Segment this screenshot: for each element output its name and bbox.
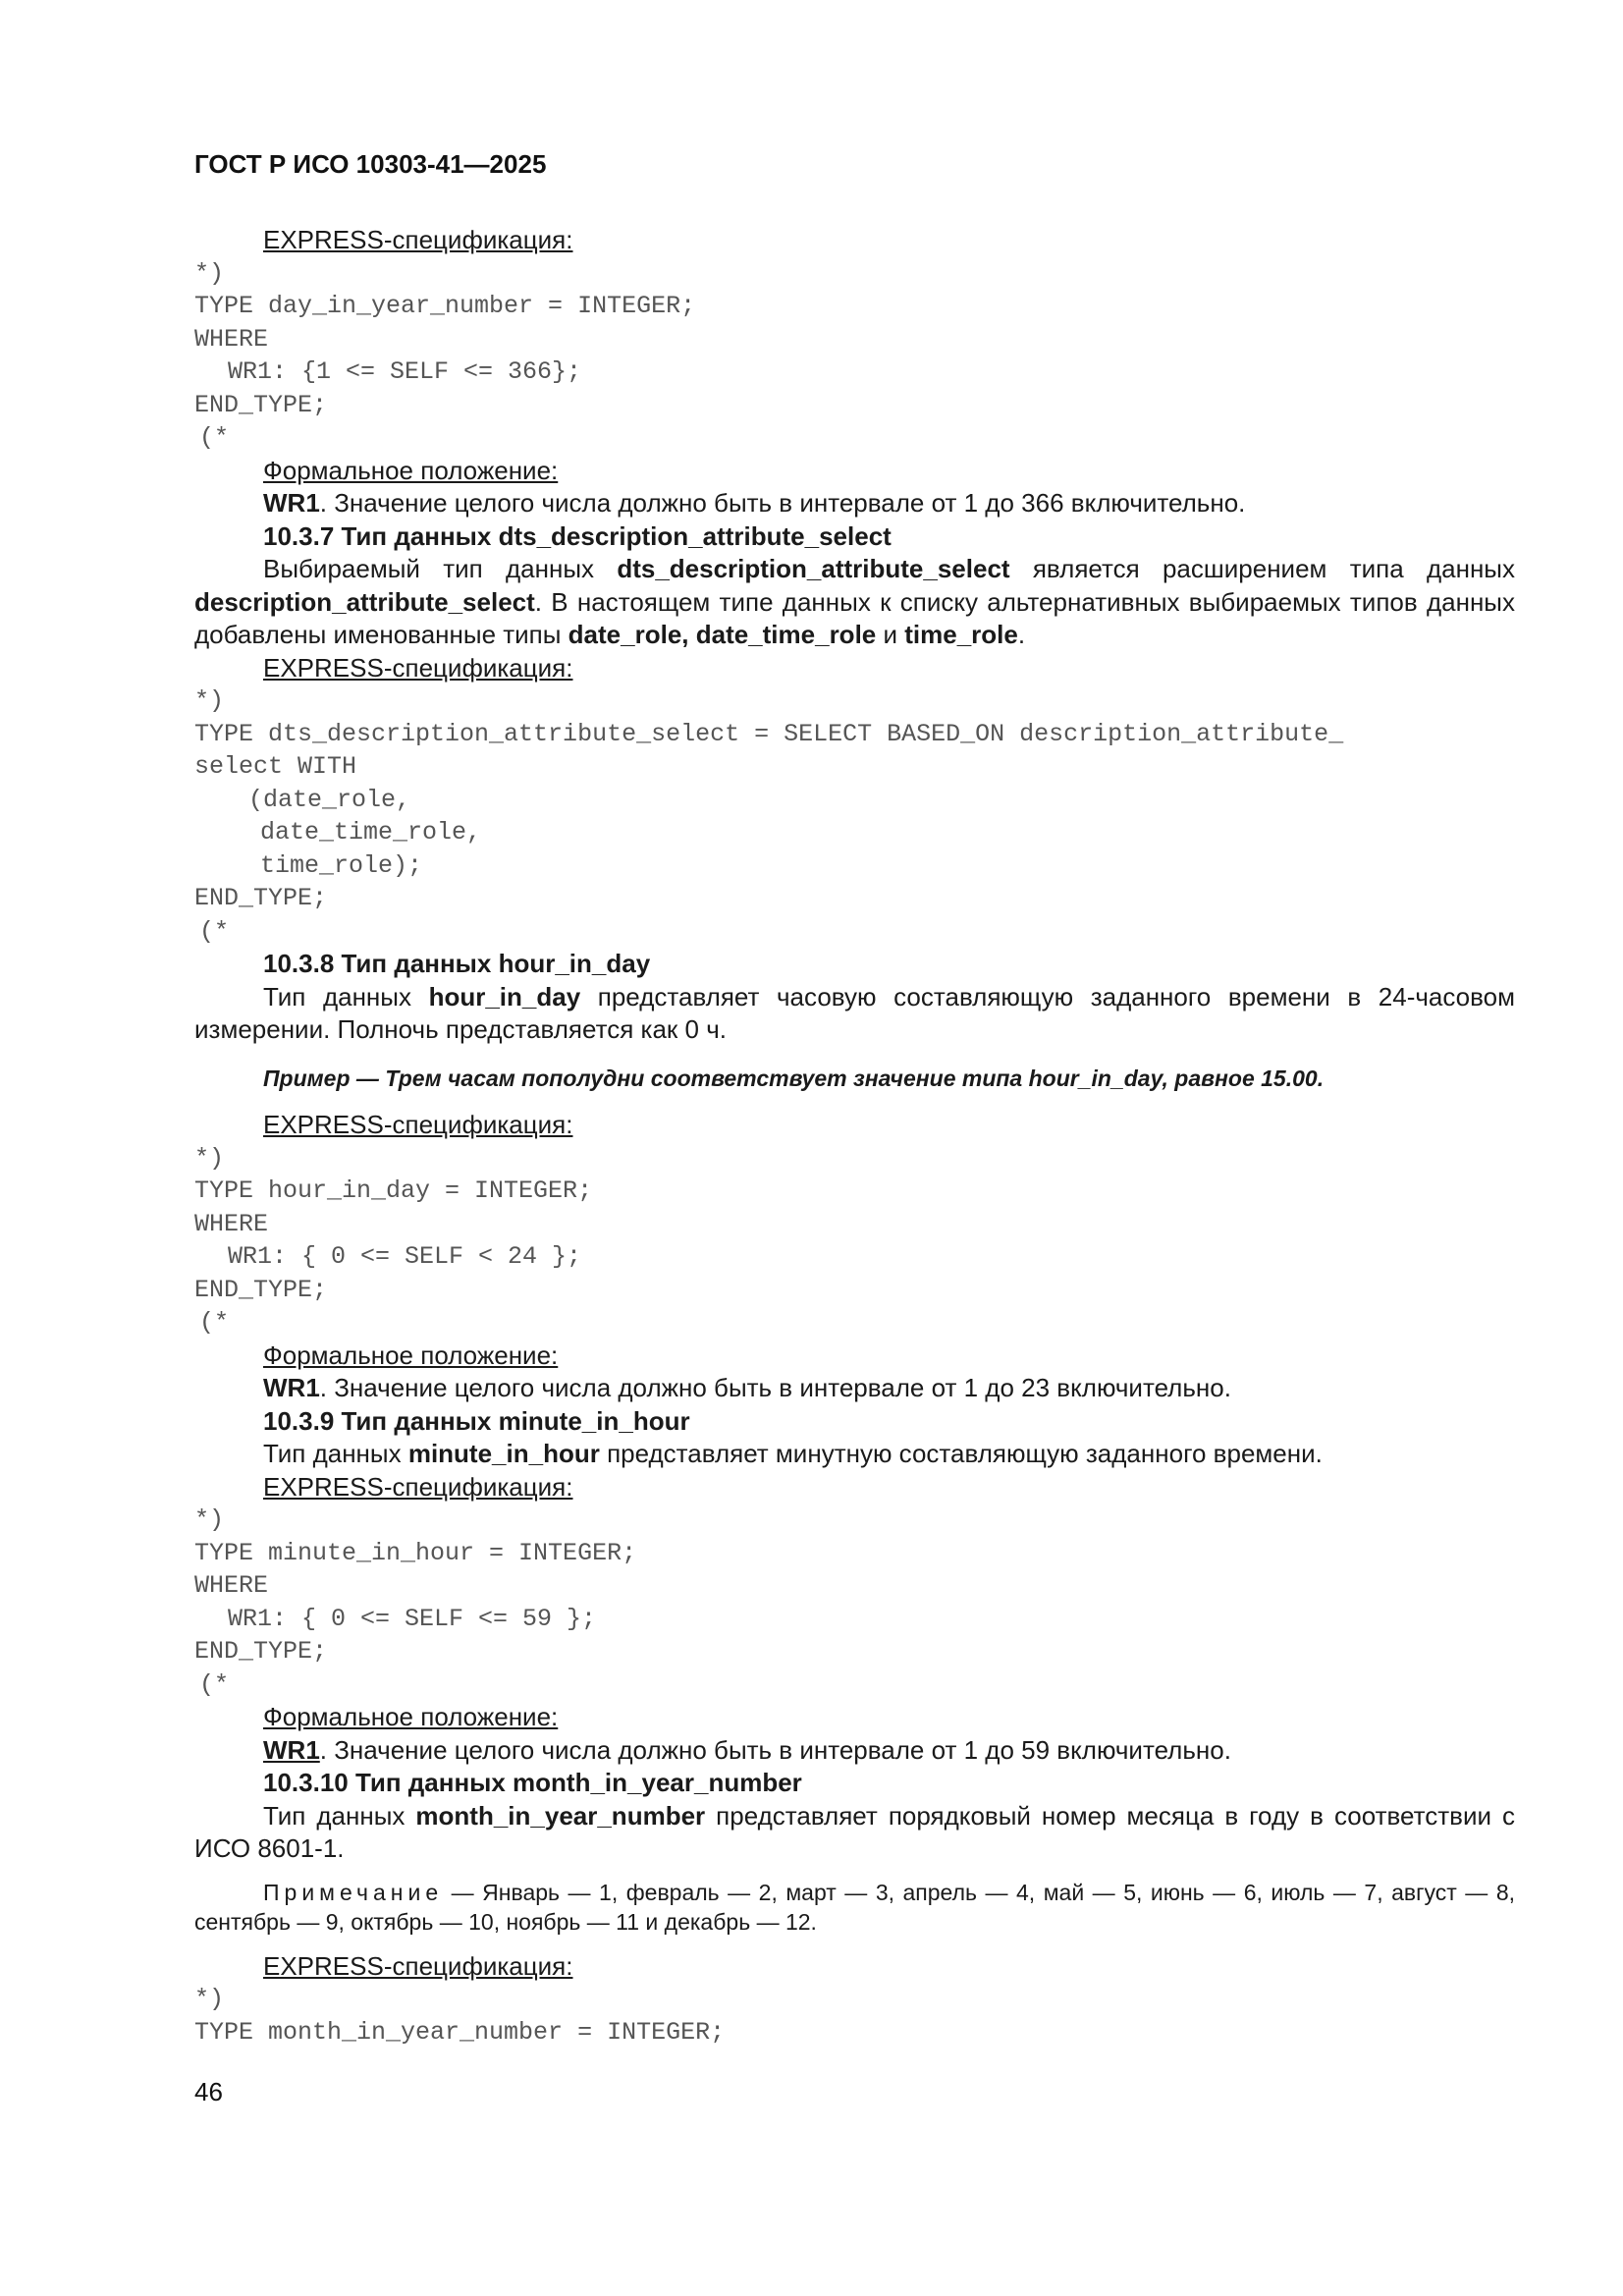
section-paragraph: Выбираемый тип данных dts_description_attribute_select является расширением типа данных description_attribute_select. В настоящем типе данных к списку альтернативных выбираемых типов данных добавлены именованные типы date_role, date_time_role и time_role.: [194, 554, 1515, 649]
express-spec-label: EXPRESS-спецификация:: [263, 1110, 573, 1139]
section-heading: 10.3.10 Тип данных month_in_year_number: [263, 1768, 802, 1797]
section-heading: 10.3.8 Тип данных hour_in_day: [263, 949, 651, 978]
code-line: WHERE: [194, 1571, 269, 1600]
code-line: WR1: { 0 <= SELF < 24 };: [228, 1242, 582, 1271]
code-close-marker: (*: [199, 423, 230, 452]
express-spec-label: EXPRESS-спецификация:: [263, 1950, 573, 1981]
code-line: END_TYPE;: [194, 884, 328, 912]
section-paragraph: Тип данных month_in_year_number представляет порядковый номер месяца в году в соответствии с ИСО 8601-1.: [194, 1800, 1516, 1863]
code-open-marker: *): [194, 686, 225, 715]
code-line: END_TYPE;: [194, 390, 328, 419]
section-paragraph: Тип данных minute_in_hour представляет минутную составляющую заданного времени.: [263, 1439, 1323, 1468]
code-line: (date_role,: [248, 785, 411, 814]
section-paragraph: Тип данных hour_in_day представляет часовую составляющую заданного времени в 24-часовом измерении. Полночь представляется как 0 ч.: [194, 981, 1515, 1044]
express-spec-label: EXPRESS-спецификация:: [263, 652, 573, 683]
code-line: WR1: {1 <= SELF <= 366};: [228, 357, 582, 386]
where-rule-label: WR1: [263, 1373, 320, 1402]
code-line: TYPE hour_in_day = INTEGER;: [194, 1176, 593, 1205]
page-number: 46: [194, 2077, 223, 2106]
formal-proposition-label: Формальное положение:: [263, 1702, 559, 1731]
code-open-marker: *): [194, 258, 225, 288]
where-rule-text: . Значение целого числа должно быть в интервале от 1 до 23 включительно.: [319, 1373, 1231, 1402]
code-line: TYPE minute_in_hour = INTEGER;: [194, 1538, 637, 1567]
section-heading: 10.3.7 Тип данных dts_description_attribute_select: [263, 520, 892, 551]
formal-proposition-label: Формальное положение:: [263, 455, 559, 485]
code-line: WHERE: [194, 1209, 269, 1238]
code-close-marker: (*: [199, 1308, 230, 1337]
example-text: Пример — Трем часам пополудни соответствует значение типа hour_in_day, равное 15.00.: [263, 1065, 1325, 1091]
code-open-marker: *): [194, 1143, 225, 1173]
code-close-marker: (*: [199, 916, 230, 946]
where-rule: [194, 1372, 1515, 1405]
document-body: [194, 224, 1515, 2049]
section-heading: 10.3.9 Тип данных minute_in_hour: [263, 1405, 690, 1436]
where-rule-label: WR1: [263, 1734, 320, 1765]
note-label: Примечание: [263, 1879, 444, 1905]
code-line: END_TYPE;: [194, 1275, 328, 1304]
document-header: ГОСТ Р ИСО 10303-41—2025: [194, 149, 547, 179]
code-line: TYPE month_in_year_number = INTEGER;: [194, 2017, 726, 2047]
where-rule: [194, 1734, 1515, 1768]
code-line: TYPE dts_description_attribute_select = SELECT BASED_ON description_attribute_: [194, 719, 1344, 748]
code-line: date_time_role,: [260, 818, 482, 847]
where-rule-label: WR1: [263, 488, 320, 518]
express-spec-label: EXPRESS-спецификация:: [263, 225, 573, 254]
where-rule-text: . Значение целого числа должно быть в интервале от 1 до 366 включительно.: [319, 488, 1246, 518]
where-rule-text: . Значение целого числа должно быть в интервале от 1 до 59 включительно.: [319, 1734, 1231, 1765]
code-line: select WITH: [194, 752, 357, 781]
formal-proposition-label: Формальное положение:: [263, 1339, 559, 1370]
where-rule: [194, 487, 1515, 520]
code-close-marker: (*: [199, 1669, 230, 1699]
code-line: WR1: { 0 <= SELF <= 59 };: [228, 1604, 597, 1633]
code-line: time_role);: [260, 850, 423, 880]
code-open-marker: *): [194, 1505, 225, 1534]
note-text: Примечание — Январь — 1, февраль — 2, март — 3, апрель — 4, май — 5, июнь — 6, июль — 7, август — 8, сентябрь — 9, октябрь — 10, ноябрь — 11 и декабрь — 12.: [194, 1879, 1515, 1935]
code-line: END_TYPE;: [194, 1637, 328, 1666]
express-spec-label: EXPRESS-спецификация:: [263, 1471, 573, 1502]
code-line: TYPE day_in_year_number = INTEGER;: [194, 292, 696, 320]
code-line: WHERE: [194, 324, 269, 354]
code-open-marker: *): [194, 1985, 225, 2013]
